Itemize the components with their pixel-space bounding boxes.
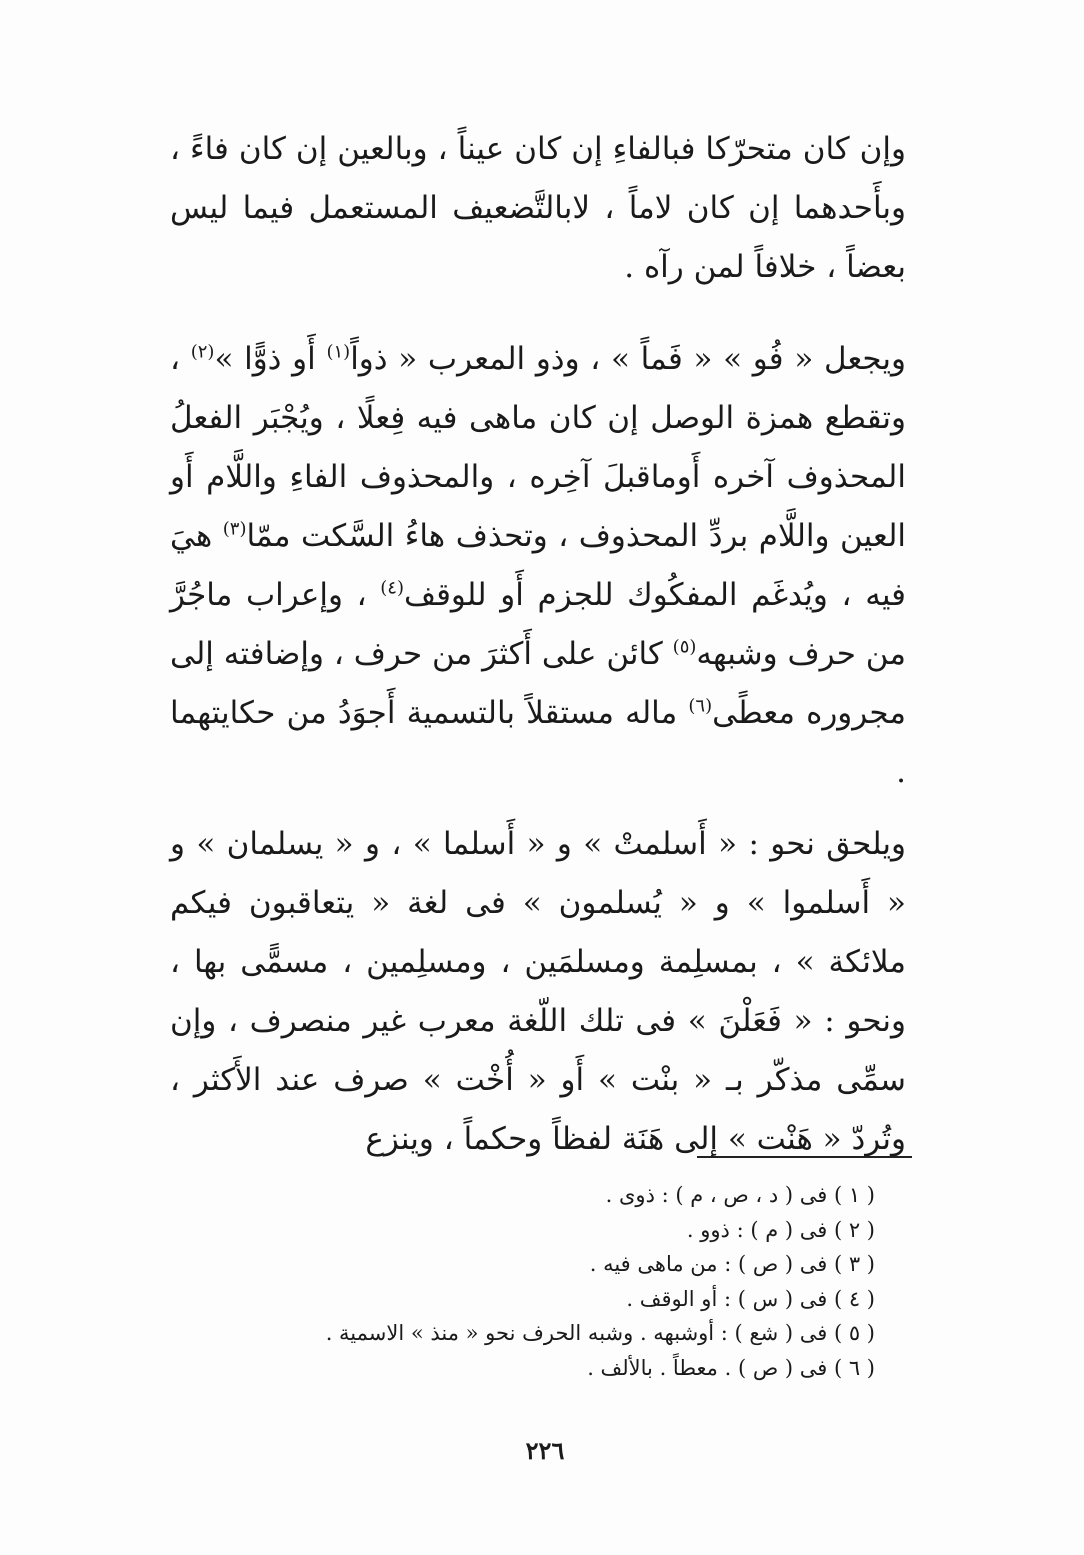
footnote-3: ( ٣ ) فى ( ص ) : من ماهى فيه . (589, 1252, 875, 1276)
paragraph-1-line-1: وإن كان متحرّكا فبالفاءِ إن كان عيناً ، وبالعين إن كان (238, 131, 907, 167)
paragraph-2 (170, 330, 906, 802)
paragraph-2-text (170, 330, 906, 802)
footnotes (300, 1178, 875, 1385)
paragraph-1-text (170, 120, 906, 297)
paragraph-2-segment: ، وإعراب ماجُرَّ من حرف وشبهه (170, 577, 906, 672)
footnote-ref-4: (٤) (380, 577, 404, 599)
footnote-ref-5: (٥) (672, 636, 697, 658)
paragraph-1 (170, 120, 906, 297)
paragraph-2-segment: ويجعل « فُو » « فَماً » ، وذو المعرب « ذواً (350, 341, 907, 377)
footnote-6: ( ٦ ) فى ( ص ) . معطاً . بالألف . (587, 1355, 875, 1380)
footnote-2: ( ٢ ) فى ( م ) : ذوو . (686, 1217, 875, 1242)
paragraph-3 (170, 815, 906, 1169)
footnote-4: ( ٤ ) فى ( س ) : أو الوقف . (626, 1286, 875, 1311)
footnote-ref-2: (٢) (190, 341, 215, 363)
paragraph-1-line-3: ليس بعضاً ، خلافاً لمن رآه . (170, 190, 906, 285)
paragraph-2-segment: أَو ذوًّا » (214, 341, 327, 377)
footnote-1: ( ١ ) فى ( د ، ص ، م ) : ذوى . (605, 1183, 875, 1207)
paragraph-1-line-2: فاءً ، وبأَحدهما إن كان لاماً ، لابالتَّضعيف المستعمل فيما (170, 131, 906, 226)
footnote-ref-3: (٣) (222, 518, 247, 540)
paragraph-2-segment: هيَ فيه ، ويُدغَم المفكُوك للجزم أَو للوقف (170, 518, 906, 613)
paragraph-2-segment: ماله مستقلاً بالتسمية أَجوَدُ من حكايتهما . (170, 695, 906, 790)
footnote-5: ( ٥ ) فى ( شع ) : أوشبهه . وشبه الحرف نحو « منذ » الاسمية . (325, 1321, 875, 1345)
page-number: ٢٢٦ (525, 1436, 565, 1465)
paragraph-2-segment: ، وتقطع همزة الوصل إن كان ماهى فيه فِعلًا ، ويُجْبَر الفعلُ المحذوف آخره أَوماقبلَ آخِره ، والمحذوف الفاءِ واللَّام أَو العين واللَّام بردِّ المحذوف ، وتحذف هاءُ السَّكت ممّا (170, 341, 906, 554)
footnote-ref-1: (١) (326, 341, 351, 363)
footnote-ref-6: (٦) (688, 695, 713, 717)
paragraph-3-text: ويلحق نحو : « أَسلمتْ » و « أَسلما » ، و « يسلمان » و « أَسلموا » و « يُسلمون » فى لغة « يتعاقبون فيكم ملائكة » ، بمسلِمة ومسلمَين ، ومسلِمين ، مسمًّى بها ، ونحو : « فَعَلْنَ » فى تلك اللّغة معرب غير منصرف ، وإن سمِّى مذكّر بـ « بنْت » أَو « أُخْت » صرف عند الأَكثر ، وتُردّ « هَنْت » إلى هَنَة لفظاً وحكماً ، وينزع (170, 826, 906, 1157)
footnote-divider (697, 1156, 912, 1158)
paragraph-2-segment: كائن على أَكثرَ من حرف ، وإضافته إلى مجروره معطًى (170, 636, 907, 731)
